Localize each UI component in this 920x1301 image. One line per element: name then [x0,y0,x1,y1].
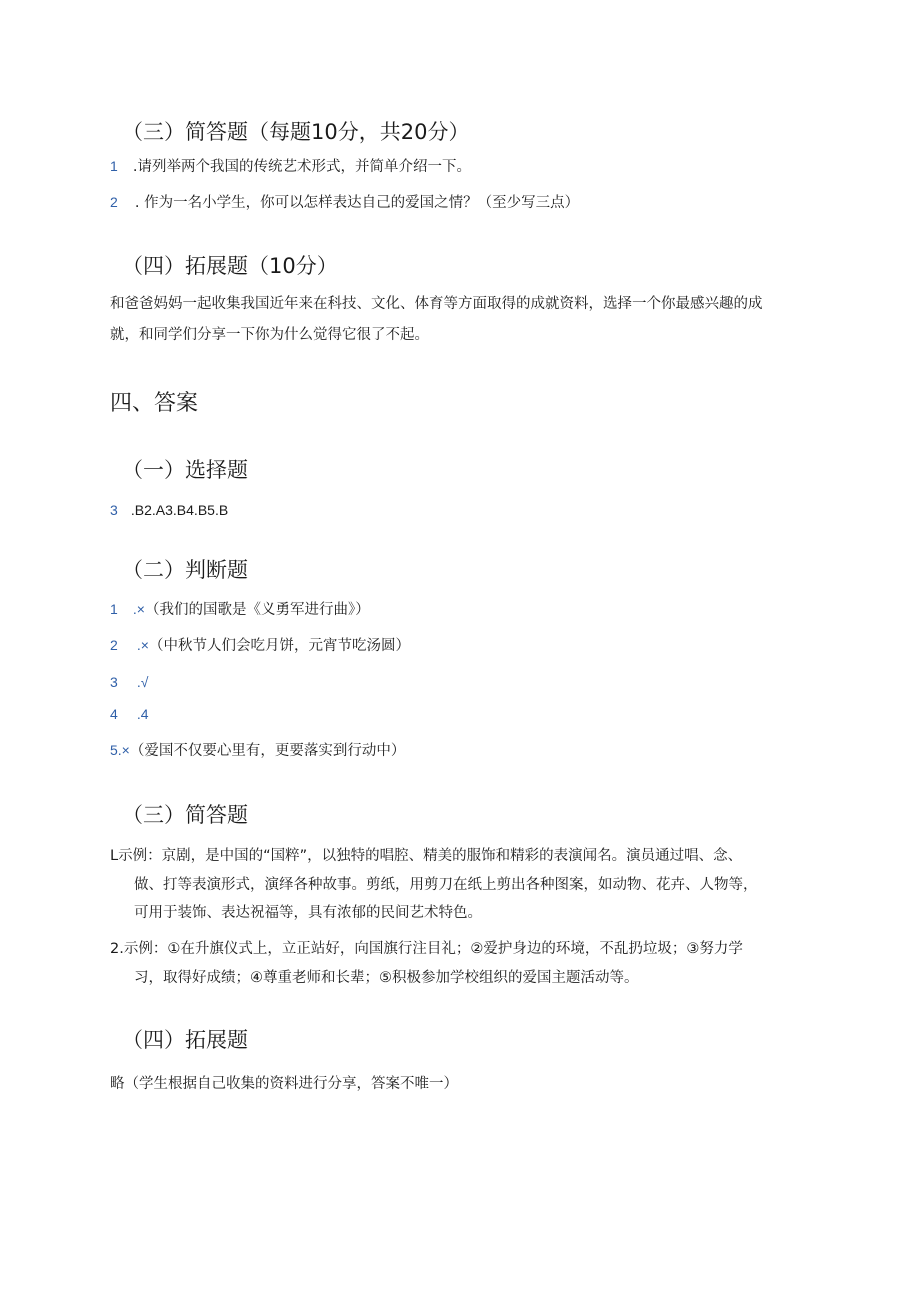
answer-item [110,500,228,519]
paragraph-line: 习，取得好成绩；④尊重老师和长辈；⑤积极参加学校组织的爱国主题活动等。 [134,970,639,986]
paragraph-line: 2.示例：①在升旗仪式上，立正站好，向国旗行注目礼；②爱护身边的环境，不乱扔垃圾；③努力学 [110,941,743,957]
section-heading-extension: （四）拓展题（10分） [122,254,338,278]
answer-item [110,672,148,691]
answer-item [110,704,149,723]
section-heading-judge: （二）判断题 [122,558,248,582]
paragraph-line: 可用于装饰、表达祝福等，具有浓郁的民间艺术特色。 [134,905,482,921]
question-number: 2 [110,194,118,210]
answer-number: 3 [110,674,118,690]
answer-item [110,634,410,655]
paragraph-line: 做、打等表演形式，演绎各种故事。剪纸，用剪刀在纸上剪出各种图案，如动物、花卉、人物等， [134,877,758,893]
answer-mark: .4 [136,706,149,722]
answer-text: （爱国不仅要心里有，更要落实到行动中） [129,743,406,759]
answer-mark: .× [136,637,149,653]
question-item [110,191,579,212]
section-heading-short-answer-key: （三）简答题 [122,803,248,827]
answer-number: 1 [110,601,118,617]
answer-mark: .√ [136,674,149,690]
question-number: 1 [110,158,118,174]
answer-text: （我们的国歌是《义勇军进行曲》） [144,602,370,618]
paragraph-line: 就，和同学们分享一下你为什么觉得它很了不起。 [110,327,429,343]
answer-number: 2 [110,637,118,653]
answer-text: （中秋节人们会吃月饼，元宵节吃汤圆） [148,638,410,654]
section-heading-choice: （一）选择题 [122,458,248,482]
answer-number: 5.× [110,742,130,758]
answer-item [110,739,405,760]
answer-mark: .× [132,601,145,617]
paragraph-line: L示例：京剧，是中国的“国粹”，以独特的唱腔、精美的服饰和精彩的表演闻名。演员通过唱、念、 [110,848,743,864]
answers-heading: 四、答案 [110,391,199,416]
question-item [110,155,471,176]
question-text: . 作为一名小学生，你可以怎样表达自己的爱国之情？（至少写三点） [134,195,580,211]
section-heading-extension-key: （四）拓展题 [122,1028,248,1052]
answer-text: .B2.A3.B4.B5.B [130,502,229,518]
paragraph-line: 略（学生根据自己收集的资料进行分享，答案不唯一） [110,1076,458,1092]
answer-item [110,598,370,619]
paragraph-line: 和爸爸妈妈一起收集我国近年来在科技、文化、体育等方面取得的成就资料，选择一个你最感兴趣的成 [110,296,763,312]
section-heading-short-answer: （三）简答题（每题10分，共20分） [122,120,470,144]
answer-number: 4 [110,706,118,722]
answer-number: 3 [110,502,118,518]
question-text: .请列举两个我国的传统艺术形式，并简单介绍一下。 [132,159,471,175]
